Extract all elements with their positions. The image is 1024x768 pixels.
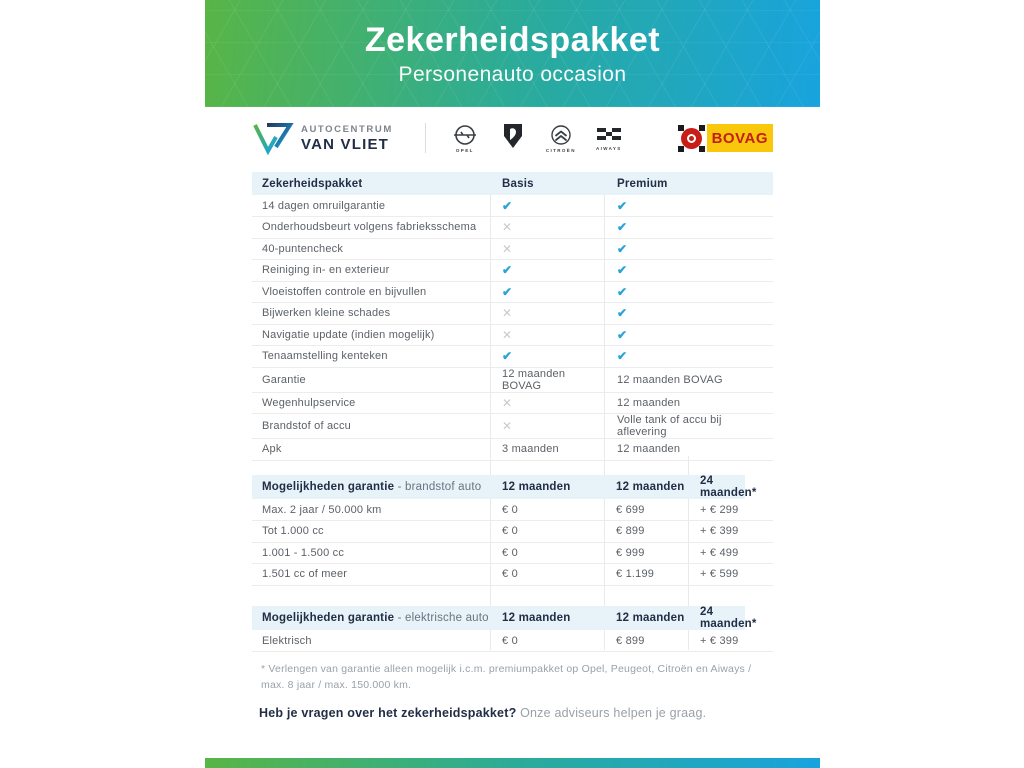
- fuel-title-bold: Mogelijkheden garantie: [262, 481, 395, 493]
- premium-cell: [605, 238, 773, 260]
- price-cell: [688, 499, 773, 521]
- basis-cell: [490, 195, 605, 217]
- fuel-label: [252, 564, 490, 586]
- electric-label: [252, 630, 490, 652]
- basis-cell: [490, 367, 605, 392]
- basis-cell: [490, 281, 605, 303]
- fuel-label: [252, 542, 490, 564]
- cell-value: + € 299: [700, 503, 739, 516]
- basis-cell: [490, 439, 605, 461]
- feature-label-text: Wegenhulpservice: [262, 396, 356, 409]
- price-cell: [490, 630, 604, 652]
- price-cell: [490, 564, 604, 586]
- check-icon: ✔: [617, 349, 628, 364]
- feature-label: [252, 281, 490, 303]
- cell-value: € 0: [502, 525, 518, 538]
- table-row: [252, 499, 773, 521]
- cell-value: € 1.199: [616, 568, 655, 581]
- premium-cell: [605, 195, 773, 217]
- electric-header-12m-a: 12 maanden: [490, 606, 604, 630]
- citroen-logo-icon: [549, 123, 573, 147]
- price-cell: [688, 542, 773, 564]
- dealer-name-bottom: VAN VLIET: [301, 135, 390, 153]
- feature-label-text: Brandstof of accu: [262, 420, 352, 432]
- cell-value: € 899: [616, 525, 645, 538]
- fuel-label: [252, 521, 490, 543]
- table-row: [252, 414, 773, 439]
- page-title: Zekerheidspakket: [364, 20, 661, 59]
- table-row: [252, 324, 773, 346]
- cell-value: 3 maanden: [502, 443, 559, 456]
- closing-question: [259, 706, 706, 720]
- premium-cell: [605, 217, 773, 239]
- check-icon: ✔: [502, 284, 513, 299]
- premium-cell: [605, 346, 773, 368]
- feature-label-text: Apk: [262, 443, 282, 456]
- price-cell: [688, 564, 773, 586]
- basis-cell: [490, 324, 605, 346]
- feature-label-text: Onderhoudsbeurt volgens fabrieksschema: [262, 221, 477, 234]
- premium-cell: [605, 439, 773, 461]
- cross-icon: ✕: [502, 395, 513, 410]
- cell-value: € 0: [502, 568, 518, 581]
- check-icon: ✔: [617, 263, 628, 278]
- premium-cell: [605, 281, 773, 303]
- question-rest: Onze adviseurs helpen je graag.: [516, 706, 707, 720]
- price-cell: [604, 630, 688, 652]
- fuel-title-rest: - brandstof auto: [394, 481, 482, 493]
- peugeot-logo-icon: [502, 123, 524, 149]
- aiways-logo: [594, 123, 624, 151]
- table-row: [252, 260, 773, 282]
- aiways-label: AIWAYS: [595, 146, 622, 151]
- premium-cell: [605, 367, 773, 392]
- table-row: [252, 346, 773, 368]
- check-icon: ✔: [617, 284, 628, 299]
- fuel-warranty-table: [252, 475, 773, 586]
- cross-icon: ✕: [502, 306, 513, 321]
- brand-logos: [450, 123, 624, 153]
- feature-label-text: Garantie: [262, 373, 306, 386]
- page-subtitle: Personenauto occasion: [398, 63, 627, 87]
- feature-label-text: 40-puntencheck: [262, 242, 344, 255]
- feature-label: [252, 367, 490, 392]
- feature-label-text: Bijwerken kleine schades: [262, 307, 391, 320]
- check-icon: ✔: [502, 349, 513, 364]
- table-row: [252, 195, 773, 217]
- bovag-plate: [707, 124, 773, 152]
- table-row: [252, 521, 773, 543]
- feature-label-text: 14 dagen omruilgarantie: [262, 199, 386, 212]
- cell-value: 12 maanden: [617, 396, 681, 409]
- cell-value: + € 399: [700, 634, 739, 647]
- cell-value: 12 maanden: [617, 443, 681, 456]
- premium-cell: [605, 414, 773, 439]
- price-cell: [688, 521, 773, 543]
- fuel-label-text: Tot 1.000 cc: [262, 525, 324, 538]
- electric-header-12m-b: 12 maanden: [604, 606, 688, 630]
- cell-value: + € 399: [700, 525, 739, 538]
- fuel-label-text: 1.001 - 1.500 cc: [262, 546, 345, 559]
- feature-label: [252, 439, 490, 461]
- check-icon: ✔: [502, 263, 513, 278]
- check-icon: ✔: [617, 241, 628, 256]
- check-icon: ✔: [617, 327, 628, 342]
- opel-logo: [450, 123, 480, 153]
- cell-value: € 999: [616, 546, 645, 559]
- peugeot-logo: [498, 123, 528, 150]
- price-cell: [490, 521, 604, 543]
- table-row: [252, 564, 773, 586]
- price-cell: [688, 630, 773, 652]
- cell-value: € 699: [616, 503, 645, 516]
- cell-value: € 0: [502, 546, 518, 559]
- cross-icon: ✕: [502, 241, 513, 256]
- feature-label: [252, 324, 490, 346]
- table-row: [252, 630, 773, 652]
- dealer-name: [301, 124, 393, 153]
- feature-label-text: Reiniging in- en exterieur: [262, 264, 390, 277]
- dealer-name-top: AUTOCENTRUM: [301, 123, 393, 135]
- fuel-label-text: Max. 2 jaar / 50.000 km: [262, 503, 382, 516]
- cell-value: Volle tank of accu bij aflevering: [617, 414, 722, 438]
- feature-table: [252, 172, 773, 461]
- cell-value: 12 maanden BOVAG: [617, 373, 723, 386]
- feature-label: [252, 238, 490, 260]
- feature-header-basis: Basis: [490, 172, 605, 195]
- cell-value: € 0: [502, 503, 518, 516]
- table-row: [252, 238, 773, 260]
- feature-label: [252, 392, 490, 414]
- opel-logo-icon: [453, 123, 477, 147]
- cell-value: 12 maanden BOVAG: [502, 367, 566, 392]
- price-cell: [604, 521, 688, 543]
- header-banner: [205, 0, 820, 107]
- feature-label: [252, 346, 490, 368]
- table-row: [252, 542, 773, 564]
- feature-label: [252, 217, 490, 239]
- fuel-header-24m: 24 maanden*: [688, 475, 773, 499]
- electric-title-bold: Mogelijkheden garantie: [262, 612, 395, 624]
- premium-cell: [605, 392, 773, 414]
- cross-icon: ✕: [502, 220, 513, 235]
- electric-table-title: [252, 606, 490, 630]
- feature-label-text: Vloeistoffen controle en bijvullen: [262, 285, 427, 298]
- logo-divider: [425, 123, 426, 153]
- table-row: [252, 392, 773, 414]
- electric-title-rest: - elektrische auto: [394, 612, 489, 624]
- table-row: [252, 281, 773, 303]
- basis-cell: [490, 346, 605, 368]
- table-row: [252, 217, 773, 239]
- table-row: [252, 439, 773, 461]
- basis-cell: [490, 217, 605, 239]
- bovag-logo: [678, 124, 773, 152]
- citroen-logo: [546, 123, 576, 153]
- dealer-logo: [252, 121, 393, 155]
- fuel-label-text: 1.501 cc of meer: [262, 568, 348, 581]
- footer-bar: [205, 758, 820, 768]
- fuel-header-12m-a: 12 maanden: [490, 475, 604, 499]
- feature-header-name: Zekerheidspakket: [252, 172, 490, 195]
- bovag-emblem-icon: [678, 125, 705, 152]
- basis-cell: [490, 238, 605, 260]
- check-icon: ✔: [502, 198, 513, 213]
- feature-header-premium: Premium: [605, 172, 773, 195]
- check-icon: ✔: [617, 220, 628, 235]
- price-cell: [604, 564, 688, 586]
- citroen-label: CITROËN: [545, 148, 576, 153]
- electric-header-24m: 24 maanden*: [688, 606, 773, 630]
- premium-cell: [605, 260, 773, 282]
- price-cell: [604, 542, 688, 564]
- footnote: * Verlengen van garantie alleen mogelijk i.c.m. premiumpakket op Opel, Peugeot, Citroën en Aiways / max. 8 jaar / max. 150.000 km.: [261, 663, 752, 692]
- fuel-table-title: [252, 475, 490, 499]
- basis-cell: [490, 392, 605, 414]
- electric-label-text: Elektrisch: [262, 634, 312, 647]
- cross-icon: ✕: [502, 419, 513, 433]
- bovag-label: BOVAG: [711, 129, 768, 147]
- price-cell: [604, 499, 688, 521]
- cell-value: + € 599: [700, 568, 739, 581]
- fuel-header-12m-b: 12 maanden: [604, 475, 688, 499]
- fuel-table-header: [252, 475, 773, 499]
- feature-label: [252, 414, 490, 439]
- question-bold: Heb je vragen over het zekerheidspakket?: [259, 706, 517, 720]
- feature-label: [252, 195, 490, 217]
- table-row: [252, 367, 773, 392]
- check-icon: ✔: [617, 306, 628, 321]
- premium-cell: [605, 324, 773, 346]
- basis-cell: [490, 260, 605, 282]
- cell-value: € 899: [616, 634, 645, 647]
- table-row: [252, 303, 773, 325]
- feature-table-header: [252, 172, 773, 195]
- feature-label: [252, 303, 490, 325]
- feature-label-text: Navigatie update (indien mogelijk): [262, 328, 435, 341]
- feature-label-text: Tenaamstelling kenteken: [262, 350, 388, 363]
- fuel-label: [252, 499, 490, 521]
- opel-label: OPEL: [455, 148, 474, 153]
- electric-table-header: [252, 606, 773, 630]
- cross-icon: ✕: [502, 327, 513, 342]
- basis-cell: [490, 303, 605, 325]
- feature-label: [252, 260, 490, 282]
- price-cell: [490, 499, 604, 521]
- basis-cell: [490, 414, 605, 439]
- logo-row: [252, 114, 773, 162]
- van-vliet-mark-icon: [252, 121, 294, 155]
- aiways-logo-icon: [595, 123, 623, 145]
- electric-warranty-table: [252, 606, 773, 652]
- premium-cell: [605, 303, 773, 325]
- cell-value: + € 499: [700, 546, 739, 559]
- check-icon: ✔: [617, 198, 628, 213]
- cell-value: € 0: [502, 634, 518, 647]
- price-cell: [490, 542, 604, 564]
